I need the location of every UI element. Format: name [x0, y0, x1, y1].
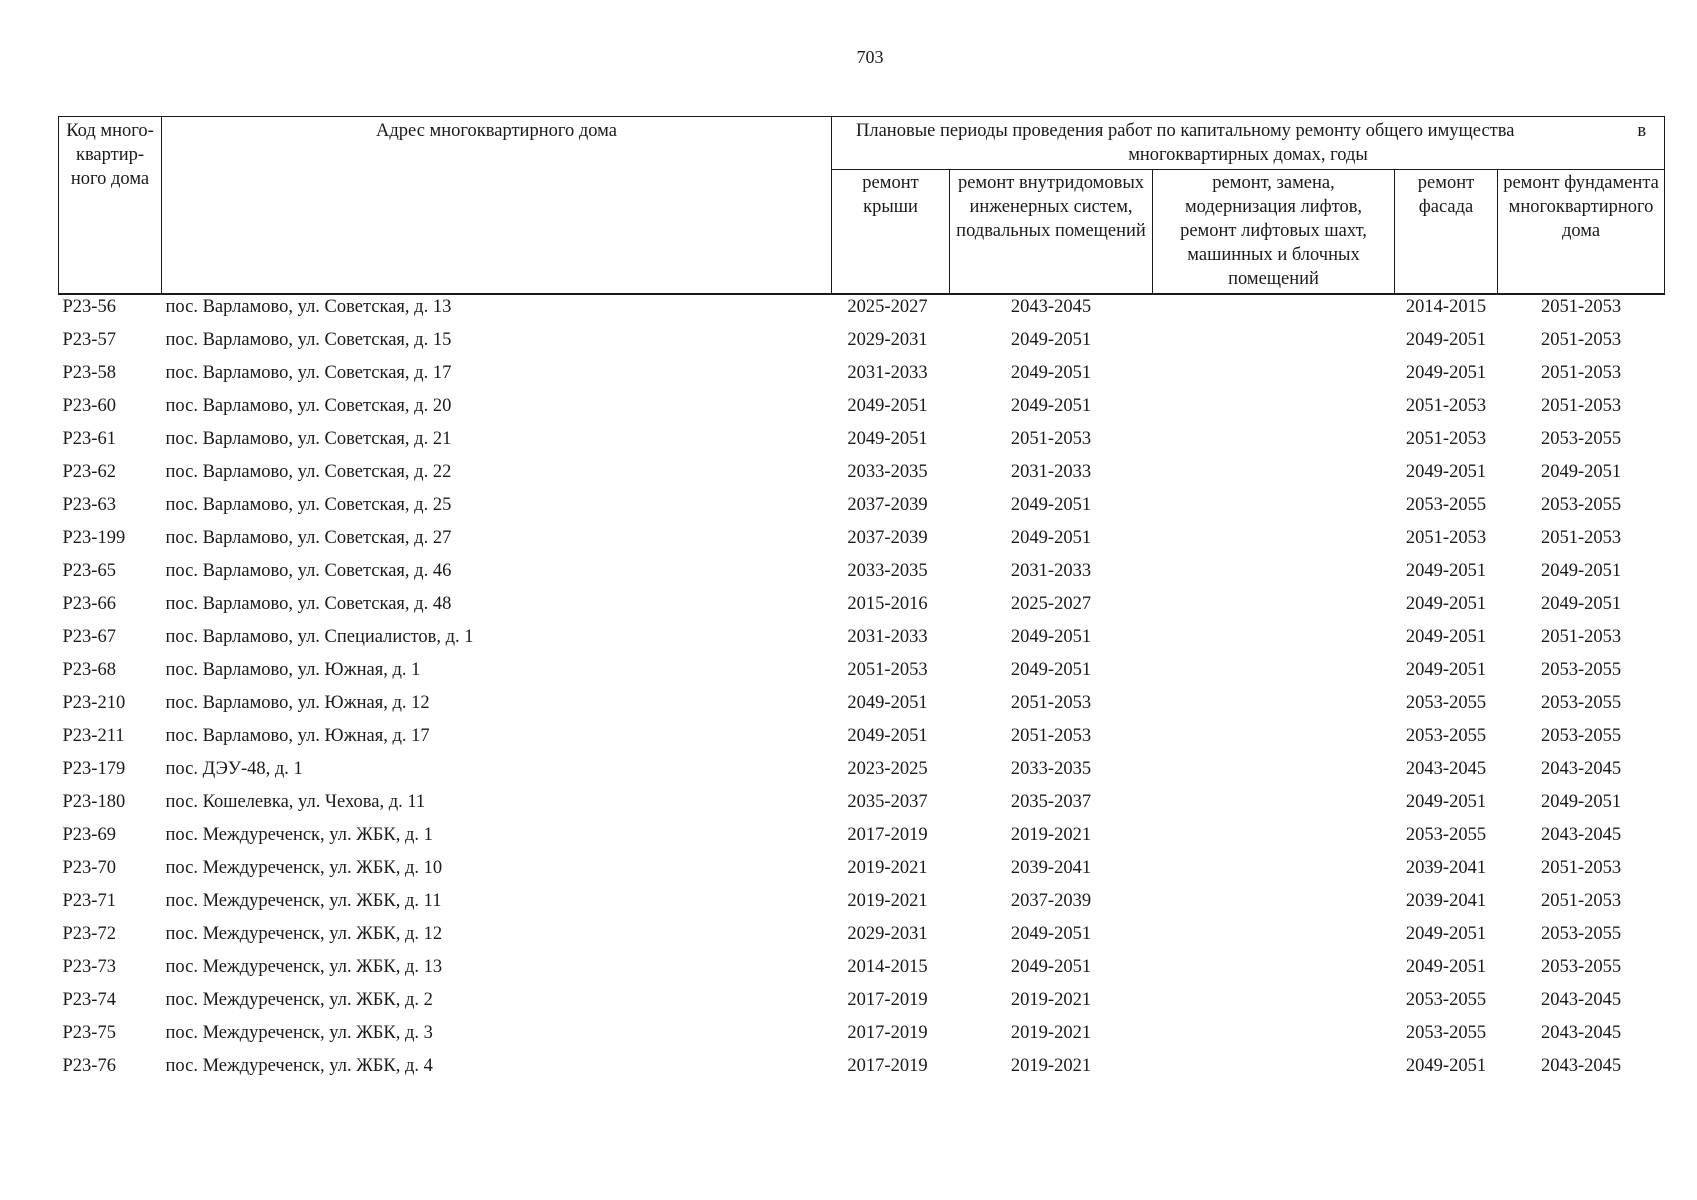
- cell-address: пос. Варламово, ул. Советская, д. 25: [165, 495, 452, 515]
- cell-address: пос. Варламово, ул. Южная, д. 12: [165, 693, 430, 713]
- cell-facade: 2053-2055: [1405, 693, 1487, 713]
- header-roof: ремонт крыши: [832, 170, 950, 295]
- cell-code: Р23-57: [62, 330, 116, 350]
- cell-engineering: 2049-2051: [1010, 924, 1092, 944]
- cell-code: Р23-71: [62, 891, 116, 911]
- cell-address: пос. Варламово, ул. Советская, д. 20: [165, 396, 452, 416]
- table-row: [59, 294, 1665, 328]
- cell-foundation: 2053-2055: [1540, 429, 1622, 449]
- cell-code: Р23-76: [62, 1056, 116, 1076]
- cell-engineering: 2049-2051: [1010, 396, 1092, 416]
- cell-code: Р23-58: [62, 363, 116, 383]
- header-address: Адрес многоквартирного дома: [162, 117, 832, 295]
- cell-foundation: 2051-2053: [1540, 891, 1622, 911]
- cell-roof: 2049-2051: [847, 726, 928, 746]
- cell-foundation: 2053-2055: [1540, 726, 1622, 746]
- cell-foundation: 2053-2055: [1540, 693, 1622, 713]
- cell-facade: 2049-2051: [1405, 627, 1487, 647]
- cell-engineering: 2037-2039: [1010, 891, 1092, 911]
- cell-lifts: [1153, 1021, 1395, 1054]
- table-row: [59, 361, 1665, 394]
- cell-address: пос. Междуреченск, ул. ЖБК, д. 3: [165, 1023, 433, 1043]
- cell-engineering: 2049-2051: [1010, 363, 1092, 383]
- header-periods-line2: многоквартирных домах, годы: [1128, 145, 1368, 165]
- cell-address: пос. Междуреченск, ул. ЖБК, д. 11: [165, 891, 442, 911]
- cell-roof: 2017-2019: [847, 1023, 928, 1043]
- cell-facade: 2051-2053: [1405, 429, 1487, 449]
- cell-code: Р23-69: [62, 825, 116, 845]
- cell-engineering: 2051-2053: [1010, 693, 1092, 713]
- cell-engineering: 2033-2035: [1010, 759, 1092, 779]
- cell-engineering: 2019-2021: [1010, 1023, 1092, 1043]
- table-row: [59, 328, 1665, 361]
- cell-foundation: 2053-2055: [1540, 957, 1622, 977]
- cell-address: пос. Кошелевка, ул. Чехова, д. 11: [165, 792, 426, 812]
- cell-lifts: [1153, 922, 1395, 955]
- table-row: [59, 526, 1665, 559]
- cell-foundation: 2051-2053: [1540, 627, 1622, 647]
- cell-roof: 2033-2035: [847, 561, 928, 581]
- cell-facade: 2053-2055: [1405, 1023, 1487, 1043]
- cell-lifts: [1153, 823, 1395, 856]
- cell-lifts: [1153, 724, 1395, 757]
- cell-facade: 2051-2053: [1405, 528, 1487, 548]
- table-row: [59, 394, 1665, 427]
- cell-foundation: 2053-2055: [1540, 660, 1622, 680]
- cell-foundation: 2051-2053: [1540, 297, 1622, 317]
- cell-lifts: [1153, 427, 1395, 460]
- cell-roof: 2051-2053: [847, 660, 928, 680]
- cell-roof: 2019-2021: [847, 891, 928, 911]
- cell-address: пос. Варламово, ул. Советская, д. 17: [165, 363, 452, 383]
- cell-foundation: 2051-2053: [1540, 330, 1622, 350]
- table-row: [59, 559, 1665, 592]
- cell-address: пос. Варламово, ул. Советская, д. 15: [165, 330, 452, 350]
- table-row: [59, 460, 1665, 493]
- cell-engineering: 2031-2033: [1010, 561, 1092, 581]
- header-periods: [832, 117, 1665, 170]
- table-row: [59, 1021, 1665, 1054]
- table-header: [59, 117, 1665, 295]
- cell-lifts: [1153, 988, 1395, 1021]
- cell-engineering: 2049-2051: [1010, 660, 1092, 680]
- header-engineering: ремонт внутридомовых инженерных систем, подвальных помещений: [950, 170, 1153, 295]
- table-row: [59, 922, 1665, 955]
- cell-roof: 2023-2025: [847, 759, 928, 779]
- cell-roof: 2031-2033: [847, 627, 928, 647]
- cell-lifts: [1153, 592, 1395, 625]
- cell-address: пос. Междуреченск, ул. ЖБК, д. 13: [165, 957, 443, 977]
- table-row: [59, 427, 1665, 460]
- cell-roof: 2015-2016: [847, 594, 928, 614]
- cell-engineering: 2019-2021: [1010, 1056, 1092, 1076]
- cell-facade: 2049-2051: [1405, 561, 1487, 581]
- cell-foundation: 2043-2045: [1540, 759, 1622, 779]
- cell-address: пос. ДЭУ-48, д. 1: [165, 759, 303, 779]
- cell-roof: 2049-2051: [847, 693, 928, 713]
- cell-facade: 2053-2055: [1405, 825, 1487, 845]
- cell-foundation: 2043-2045: [1540, 990, 1622, 1010]
- cell-lifts: [1153, 757, 1395, 790]
- cell-code: Р23-180: [62, 792, 126, 812]
- cell-lifts: [1153, 394, 1395, 427]
- cell-foundation: 2043-2045: [1540, 1023, 1622, 1043]
- cell-lifts: [1153, 460, 1395, 493]
- cell-engineering: 2031-2033: [1010, 462, 1092, 482]
- table-row: [59, 691, 1665, 724]
- cell-facade: 2053-2055: [1405, 990, 1487, 1010]
- cell-code: Р23-70: [62, 858, 116, 878]
- cell-engineering: 2039-2041: [1010, 858, 1092, 878]
- cell-roof: 2017-2019: [847, 1056, 928, 1076]
- cell-code: Р23-66: [62, 594, 116, 614]
- cell-facade: 2043-2045: [1405, 759, 1487, 779]
- cell-facade: 2049-2051: [1405, 363, 1487, 383]
- cell-facade: 2049-2051: [1405, 792, 1487, 812]
- cell-lifts: [1153, 493, 1395, 526]
- cell-engineering: 2043-2045: [1010, 297, 1092, 317]
- cell-lifts: [1153, 889, 1395, 922]
- cell-engineering: 2049-2051: [1010, 528, 1092, 548]
- cell-facade: 2053-2055: [1405, 726, 1487, 746]
- table-row: [59, 790, 1665, 823]
- table-row: [59, 988, 1665, 1021]
- cell-facade: 2049-2051: [1405, 1056, 1487, 1076]
- cell-address: пос. Междуреченск, ул. ЖБК, д. 4: [165, 1056, 433, 1076]
- cell-roof: 2031-2033: [847, 363, 928, 383]
- cell-lifts: [1153, 1054, 1395, 1087]
- cell-foundation: 2043-2045: [1540, 825, 1622, 845]
- table-row: [59, 724, 1665, 757]
- cell-roof: 2017-2019: [847, 825, 928, 845]
- cell-facade: 2049-2051: [1405, 594, 1487, 614]
- table-row: [59, 757, 1665, 790]
- cell-foundation: 2051-2053: [1540, 528, 1622, 548]
- cell-code: Р23-61: [62, 429, 116, 449]
- cell-lifts: [1153, 294, 1395, 328]
- cell-code: Р23-60: [62, 396, 116, 416]
- table-row: [59, 625, 1665, 658]
- cell-engineering: 2019-2021: [1010, 990, 1092, 1010]
- table-row: [59, 823, 1665, 856]
- cell-foundation: 2051-2053: [1540, 396, 1622, 416]
- cell-roof: 2025-2027: [847, 297, 928, 317]
- cell-facade: 2049-2051: [1405, 957, 1487, 977]
- header-foundation: ремонт фундамента многоквартирного дома: [1498, 170, 1665, 295]
- cell-address: пос. Варламово, ул. Советская, д. 27: [165, 528, 452, 548]
- cell-code: Р23-210: [62, 693, 126, 713]
- header-lifts: ремонт, замена, модернизация лифтов, ремонт лифтовых шахт, машинных и блочных помещений: [1153, 170, 1395, 295]
- cell-roof: 2049-2051: [847, 396, 928, 416]
- table-row: [59, 658, 1665, 691]
- cell-code: Р23-73: [62, 957, 116, 977]
- cell-address: пос. Варламово, ул. Южная, д. 1: [165, 660, 421, 680]
- cell-foundation: 2051-2053: [1540, 363, 1622, 383]
- cell-roof: 2019-2021: [847, 858, 928, 878]
- cell-engineering: 2049-2051: [1010, 627, 1092, 647]
- cell-facade: 2049-2051: [1405, 924, 1487, 944]
- cell-address: пос. Варламово, ул. Советская, д. 46: [165, 561, 452, 581]
- cell-foundation: 2053-2055: [1540, 495, 1622, 515]
- cell-roof: 2017-2019: [847, 990, 928, 1010]
- cell-lifts: [1153, 955, 1395, 988]
- cell-roof: 2037-2039: [847, 495, 928, 515]
- cell-address: пос. Варламово, ул. Южная, д. 17: [165, 726, 430, 746]
- cell-facade: 2039-2041: [1405, 858, 1487, 878]
- cell-code: Р23-199: [62, 528, 126, 548]
- cell-code: Р23-56: [62, 297, 116, 317]
- cell-engineering: 2049-2051: [1010, 330, 1092, 350]
- cell-lifts: [1153, 790, 1395, 823]
- cell-engineering: 2035-2037: [1010, 792, 1092, 812]
- cell-foundation: 2043-2045: [1540, 1056, 1622, 1076]
- cell-lifts: [1153, 328, 1395, 361]
- cell-engineering: 2019-2021: [1010, 825, 1092, 845]
- cell-lifts: [1153, 559, 1395, 592]
- cell-roof: 2014-2015: [847, 957, 928, 977]
- cell-facade: 2014-2015: [1405, 297, 1487, 317]
- cell-foundation: 2049-2051: [1540, 561, 1622, 581]
- table-row: [59, 592, 1665, 625]
- cell-engineering: 2025-2027: [1010, 594, 1092, 614]
- table-row: [59, 856, 1665, 889]
- header-periods-line1-tail: в: [1637, 121, 1647, 141]
- cell-code: Р23-65: [62, 561, 116, 581]
- cell-address: пос. Междуреченск, ул. ЖБК, д. 1: [165, 825, 433, 845]
- cell-address: пос. Междуреченск, ул. ЖБК, д. 10: [165, 858, 443, 878]
- capital-repair-table: [58, 116, 1665, 1087]
- cell-lifts: [1153, 658, 1395, 691]
- header-periods-line1: Плановые периоды проведения работ по капитальному ремонту общего имущества: [856, 121, 1515, 141]
- cell-address: пос. Варламово, ул. Советская, д. 21: [165, 429, 452, 449]
- cell-code: Р23-75: [62, 1023, 116, 1043]
- cell-facade: 2049-2051: [1405, 330, 1487, 350]
- cell-code: Р23-67: [62, 627, 116, 647]
- header-facade: ремонт фасада: [1395, 170, 1498, 295]
- cell-roof: 2029-2031: [847, 330, 928, 350]
- table-row: [59, 889, 1665, 922]
- cell-foundation: 2049-2051: [1540, 594, 1622, 614]
- cell-address: пос. Варламово, ул. Советская, д. 48: [165, 594, 452, 614]
- cell-roof: 2035-2037: [847, 792, 928, 812]
- cell-facade: 2049-2051: [1405, 660, 1487, 680]
- page-number: 703: [856, 47, 884, 67]
- cell-code: Р23-68: [62, 660, 116, 680]
- cell-engineering: 2049-2051: [1010, 495, 1092, 515]
- cell-address: пос. Варламово, ул. Советская, д. 22: [165, 462, 452, 482]
- cell-address: пос. Междуреченск, ул. ЖБК, д. 12: [165, 924, 443, 944]
- header-code: Код много-квартир-ного дома: [59, 117, 162, 295]
- cell-roof: 2037-2039: [847, 528, 928, 548]
- cell-roof: 2033-2035: [847, 462, 928, 482]
- table-row: [59, 493, 1665, 526]
- cell-lifts: [1153, 526, 1395, 559]
- table-row: [59, 955, 1665, 988]
- cell-foundation: 2053-2055: [1540, 924, 1622, 944]
- cell-code: Р23-211: [62, 726, 125, 746]
- cell-roof: 2029-2031: [847, 924, 928, 944]
- cell-lifts: [1153, 361, 1395, 394]
- cell-foundation: 2051-2053: [1540, 858, 1622, 878]
- cell-facade: 2049-2051: [1405, 462, 1487, 482]
- table-body: [59, 294, 1665, 1087]
- cell-lifts: [1153, 856, 1395, 889]
- cell-address: пос. Междуреченск, ул. ЖБК, д. 2: [165, 990, 433, 1010]
- cell-lifts: [1153, 625, 1395, 658]
- cell-facade: 2053-2055: [1405, 495, 1487, 515]
- cell-code: Р23-62: [62, 462, 116, 482]
- cell-code: Р23-179: [62, 759, 126, 779]
- cell-address: пос. Варламово, ул. Специалистов, д. 1: [165, 627, 474, 647]
- cell-roof: 2049-2051: [847, 429, 928, 449]
- cell-foundation: 2049-2051: [1540, 462, 1622, 482]
- cell-lifts: [1153, 691, 1395, 724]
- cell-code: Р23-72: [62, 924, 116, 944]
- cell-engineering: 2051-2053: [1010, 726, 1092, 746]
- table-row: [59, 1054, 1665, 1087]
- cell-code: Р23-74: [62, 990, 116, 1010]
- cell-facade: 2051-2053: [1405, 396, 1487, 416]
- cell-engineering: 2051-2053: [1010, 429, 1092, 449]
- cell-foundation: 2049-2051: [1540, 792, 1622, 812]
- cell-code: Р23-63: [62, 495, 116, 515]
- cell-address: пос. Варламово, ул. Советская, д. 13: [165, 297, 452, 317]
- cell-facade: 2039-2041: [1405, 891, 1487, 911]
- cell-engineering: 2049-2051: [1010, 957, 1092, 977]
